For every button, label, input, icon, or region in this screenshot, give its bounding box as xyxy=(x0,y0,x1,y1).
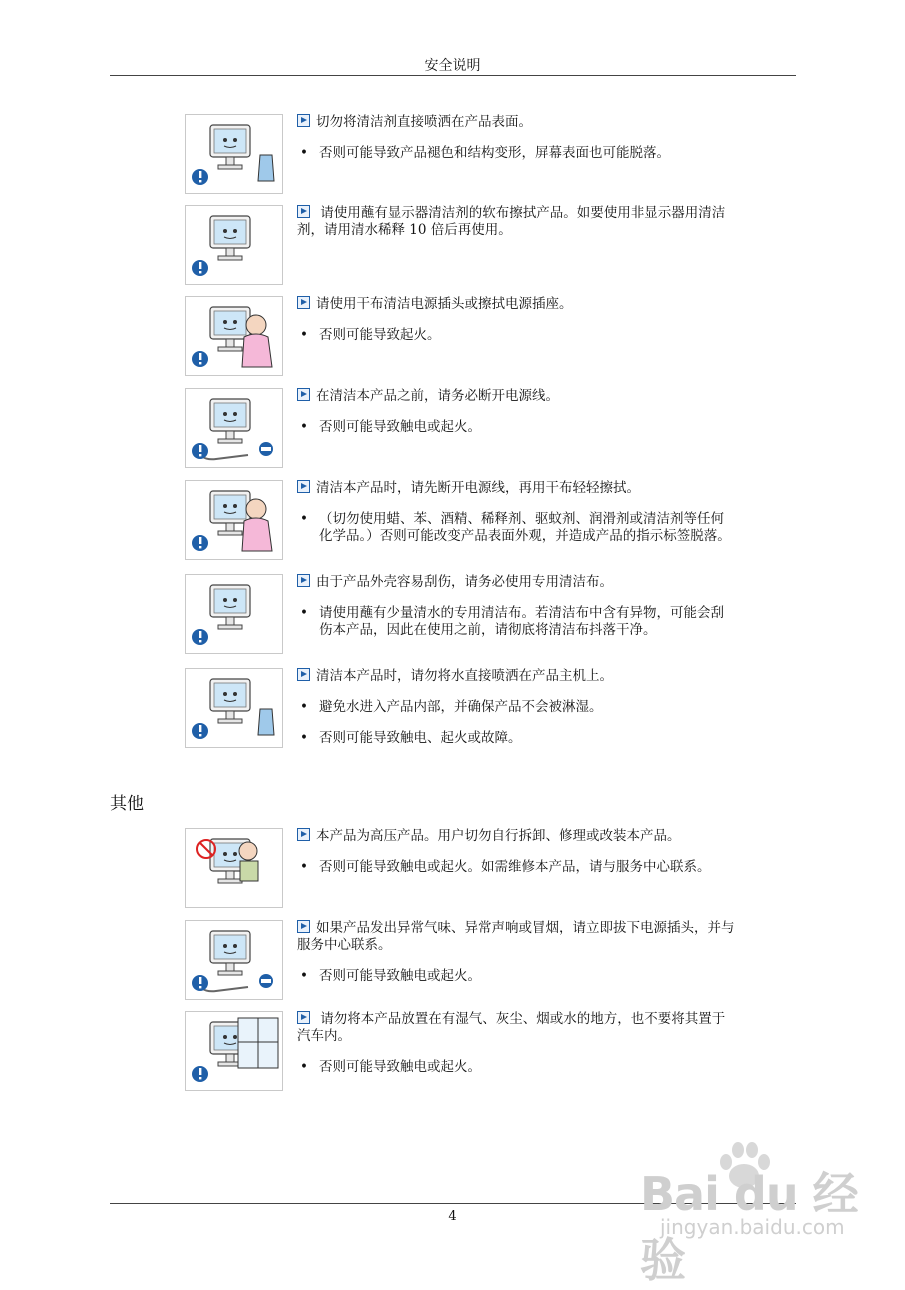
bullet-symbol: • xyxy=(300,859,308,875)
illustration xyxy=(186,115,282,193)
safety-heading xyxy=(297,480,737,497)
pointer-icon xyxy=(297,1011,310,1024)
pointer-icon xyxy=(297,388,310,401)
safety-bullet-text: 请使用蘸有少量清水的专用清洁布。若清洁布中含有异物，可能会刮伤本产品，因此在使用之前，请彻底将清洁布抖落干净。 xyxy=(319,605,724,638)
safety-bullet xyxy=(297,511,737,545)
safety-bullet-text: 否则可能导致触电或起火。 xyxy=(319,968,481,984)
safety-heading xyxy=(297,296,737,313)
page-header-title: 安全说明 xyxy=(424,58,481,74)
safety-bullet-text: 否则可能导致起火。 xyxy=(319,327,441,343)
safety-bullet xyxy=(297,605,737,639)
safety-heading-text: 切勿将清洁剂直接喷洒在产品表面。 xyxy=(316,114,532,130)
illustration xyxy=(186,206,282,284)
safety-heading xyxy=(297,828,737,845)
pointer-icon xyxy=(297,114,310,127)
safety-text xyxy=(297,114,737,176)
safety-heading-text: 请使用干布清洁电源插头或擦拭电源插座。 xyxy=(316,296,573,312)
safety-heading xyxy=(297,114,737,131)
safety-heading xyxy=(297,920,737,954)
bullet-symbol: • xyxy=(300,1059,308,1075)
bullet-symbol: • xyxy=(300,699,308,715)
safety-bullet-text: 否则可能导致触电或起火。 xyxy=(319,1059,481,1075)
safety-text xyxy=(297,920,737,999)
page-number: 4 xyxy=(448,1209,457,1224)
baidu-jingyan-watermark xyxy=(640,1140,880,1287)
pointer-icon xyxy=(297,828,310,841)
safety-illustration xyxy=(185,574,283,654)
safety-text xyxy=(297,480,737,559)
illustration xyxy=(186,389,282,467)
bullet-symbol: • xyxy=(300,730,308,746)
safety-bullet xyxy=(297,145,737,162)
bullet-symbol: • xyxy=(300,327,308,343)
pointer-icon xyxy=(297,480,310,493)
safety-heading-text: 清洁本产品时，请勿将水直接喷洒在产品主机上。 xyxy=(316,668,613,684)
safety-bullet-text: 否则可能导致触电或起火。如需维修本产品，请与服务中心联系。 xyxy=(319,859,711,875)
safety-heading-text: 清洁本产品时，请先断开电源线，再用干布轻轻擦拭。 xyxy=(316,480,640,496)
bullet-symbol: • xyxy=(300,145,308,161)
safety-bullet xyxy=(297,1059,737,1076)
safety-heading xyxy=(297,1011,737,1045)
safety-bullet xyxy=(297,419,737,436)
safety-illustration xyxy=(185,296,283,376)
safety-text xyxy=(297,1011,737,1090)
safety-heading xyxy=(297,388,737,405)
safety-text xyxy=(297,205,737,253)
bullet-symbol: • xyxy=(300,968,308,984)
safety-bullet-text: 否则可能导致触电或起火。 xyxy=(319,419,481,435)
safety-illustration xyxy=(185,828,283,908)
safety-illustration xyxy=(185,388,283,468)
safety-bullet-text: 否则可能导致产品褪色和结构变形，屏幕表面也可能脱落。 xyxy=(319,145,670,161)
safety-illustration xyxy=(185,1011,283,1091)
safety-text xyxy=(297,828,737,890)
safety-heading xyxy=(297,574,737,591)
safety-bullet xyxy=(297,968,737,985)
safety-heading xyxy=(297,668,737,685)
watermark-logo: Bai du 经验 xyxy=(640,1167,858,1287)
safety-bullet xyxy=(297,859,737,876)
illustration xyxy=(186,829,282,907)
safety-text xyxy=(297,574,737,653)
safety-heading-text: 如果产品发出异常气味、异常声响或冒烟，请立即拔下电源插头，并与服务中心联系。 xyxy=(297,920,735,953)
safety-illustration xyxy=(185,920,283,1000)
safety-heading xyxy=(297,205,737,239)
safety-text xyxy=(297,388,737,450)
safety-text xyxy=(297,296,737,358)
safety-bullet-text: 否则可能导致触电、起火或故障。 xyxy=(319,730,522,746)
illustration xyxy=(186,669,282,747)
illustration xyxy=(186,921,282,999)
illustration xyxy=(186,575,282,653)
safety-illustration xyxy=(185,205,283,285)
safety-bullet-text: （切勿使用蜡、苯、酒精、稀释剂、驱蚊剂、润滑剂或清洁剂等任何化学品。）否则可能改变产品表面外观，并造成产品的指示标签脱落。 xyxy=(319,511,731,544)
safety-illustration xyxy=(185,668,283,748)
pointer-icon xyxy=(297,296,310,309)
safety-heading-text: 请使用蘸有显示器清洁剂的软布擦拭产品。如要使用非显示器用清洁剂，请用清水稀释 10 倍后再使用。 xyxy=(297,205,726,238)
watermark-url: jingyan.baidu.com xyxy=(660,1215,845,1239)
bullet-symbol: • xyxy=(300,419,308,435)
safety-bullet xyxy=(297,699,737,716)
safety-heading-text: 请勿将本产品放置在有湿气、灰尘、烟或水的地方，也不要将其置于汽车内。 xyxy=(297,1011,726,1044)
pointer-icon xyxy=(297,205,310,218)
illustration xyxy=(186,1012,282,1090)
safety-bullet xyxy=(297,327,737,344)
bullet-symbol: • xyxy=(300,605,308,621)
pointer-icon xyxy=(297,920,310,933)
bullet-symbol: • xyxy=(300,511,308,527)
safety-text xyxy=(297,668,737,761)
safety-bullet xyxy=(297,730,737,747)
section-title-other: 其他 xyxy=(110,794,144,814)
illustration xyxy=(186,297,282,375)
illustration xyxy=(186,481,282,559)
safety-illustration xyxy=(185,114,283,194)
header-rule xyxy=(110,75,796,76)
safety-heading-text: 由于产品外壳容易刮伤，请务必使用专用清洁布。 xyxy=(316,574,613,590)
safety-heading-text: 本产品为高压产品。用户切勿自行拆卸、修理或改装本产品。 xyxy=(316,828,681,844)
pointer-icon xyxy=(297,574,310,587)
safety-bullet-text: 避免水进入产品内部，并确保产品不会被淋湿。 xyxy=(319,699,603,715)
safety-illustration xyxy=(185,480,283,560)
pointer-icon xyxy=(297,668,310,681)
safety-heading-text: 在清洁本产品之前，请务必断开电源线。 xyxy=(316,388,559,404)
